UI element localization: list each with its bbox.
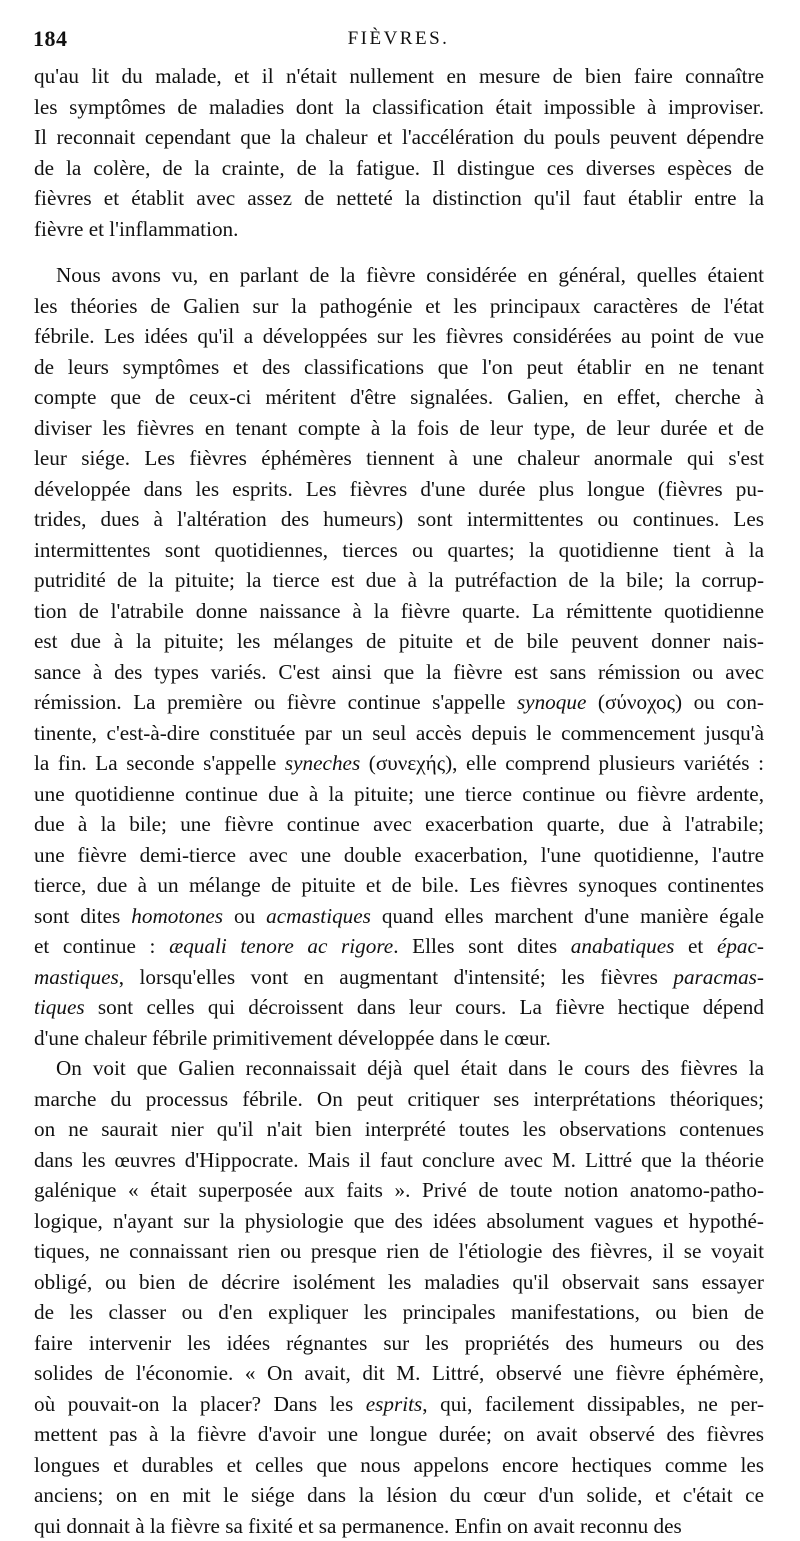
text-line: longues et durables et celles que nous appelons encore hectiques comme les xyxy=(34,1450,764,1481)
text-line: tierce, due à un mélange de pituite et de bile. Les fièvres synoques continentes xyxy=(34,870,764,901)
text-line: On voit que Galien reconnaissait déjà quel était dans le cours des fièvres la xyxy=(34,1053,764,1084)
text-line: dans les œuvres d'Hippocrate. Mais il faut conclure avec M. Littré que la théorie xyxy=(34,1145,764,1176)
text-line: Nous avons vu, en parlant de la fièvre considérée en général, quelles étaient xyxy=(34,260,764,291)
text-line: où pouvait-on la placer? Dans les esprits, qui, facilement dissipables, ne per- xyxy=(34,1389,764,1420)
text-line: due à la bile; une fièvre continue avec exacerbation quarte, due à l'atrabile; xyxy=(34,809,764,840)
text-line: une fièvre demi-tierce avec une double exacerbation, l'une quotidienne, l'autre xyxy=(34,840,764,871)
text-line: obligé, ou bien de décrire isolément les maladies qu'il observait sans essayer xyxy=(34,1267,764,1298)
text-line: solides de l'économie. « On avait, dit M. Littré, observé une fièvre éphémère, xyxy=(34,1358,764,1389)
text-line: est due à la pituite; les mélanges de pituite et de bile peuvent donner nais- xyxy=(34,626,764,657)
body-text xyxy=(34,61,764,1541)
text-line: mastiques, lorsqu'elles vont en augmentant d'intensité; les fièvres paracmas- xyxy=(34,962,764,993)
text-line: galénique « était superposée aux faits ». Privé de toute notion anatomo-patho- xyxy=(34,1175,764,1206)
text-line: diviser les fièvres en tenant compte à la fois de leur type, de leur durée et de xyxy=(34,413,764,444)
paragraph xyxy=(34,260,764,1053)
text-line: fièvres et établit avec assez de netteté la distinction qu'il faut établir entre la xyxy=(34,183,764,214)
text-line: qu'au lit du malade, et il n'était nullement en mesure de bien faire connaître xyxy=(34,61,764,92)
text-line: qui donnait à la fièvre sa fixité et sa permanence. Enfin on avait reconnu des xyxy=(34,1511,764,1541)
text-line: tiques, ne connaissant rien ou presque rien de l'étiologie des fièvres, il se voyait xyxy=(34,1236,764,1267)
text-line: mettent pas à la fièvre d'avoir une longue durée; on avait observé des fièvres xyxy=(34,1419,764,1450)
text-line: de les classer ou d'en expliquer les principales manifestations, ou bien de xyxy=(34,1297,764,1328)
text-line: Il reconnait cependant que la chaleur et l'accélération du pouls peuvent dépendre xyxy=(34,122,764,153)
text-line: tion de l'atrabile donne naissance à la fièvre quarte. La rémittente quotidienne xyxy=(34,596,764,627)
text-line: de la colère, de la crainte, de la fatigue. Il distingue ces diverses espèces de xyxy=(34,153,764,184)
text-line: et continue : æquali tenore ac rigore. Elles sont dites anabatiques et épac- xyxy=(34,931,764,962)
text-line: une quotidienne continue due à la pituite; une tierce continue ou fièvre ardente, xyxy=(34,779,764,810)
running-title: FIÈVRES. xyxy=(33,28,764,50)
text-line: compte que de ceux-ci méritent d'être signalées. Galien, en effet, cherche à xyxy=(34,382,764,413)
text-line: logique, n'ayant sur la physiologie que des idées absolument vagues et hypothé- xyxy=(34,1206,764,1237)
text-line: fébrile. Les idées qu'il a développées sur les fièvres considérées au point de vue xyxy=(34,321,764,352)
text-line: rémission. La première ou fièvre continue s'appelle synoque (σύνοχος) ou con- xyxy=(34,687,764,718)
text-line: intermittentes sont quotidiennes, tierces ou quartes; la quotidienne tient à la xyxy=(34,535,764,566)
text-line: trides, dues à l'altération des humeurs) sont intermittentes ou continues. Les xyxy=(34,504,764,535)
text-line: les symptômes de maladies dont la classification était impossible à improviser. xyxy=(34,92,764,123)
text-line: on ne saurait nier qu'il n'ait bien interprété toutes les observations contenues xyxy=(34,1114,764,1145)
page-header xyxy=(33,22,764,52)
text-line: tiques sont celles qui décroissent dans leur cours. La fièvre hectique dépend xyxy=(34,992,764,1023)
paragraph xyxy=(34,61,764,244)
paragraph-gap xyxy=(34,244,764,260)
text-line: de leurs symptômes et des classifications que l'on peut établir en ne tenant xyxy=(34,352,764,383)
text-line: d'une chaleur fébrile primitivement développée dans le cœur. xyxy=(34,1023,764,1054)
paragraph xyxy=(34,1053,764,1541)
text-line: tinente, c'est-à-dire constituée par un seul accès depuis le commencement jusqu'à xyxy=(34,718,764,749)
text-line: fièvre et l'inflammation. xyxy=(34,214,764,245)
text-line: anciens; on en mit le siége dans la lésion du cœur d'un solide, et c'était ce xyxy=(34,1480,764,1511)
text-line: marche du processus fébrile. On peut critiquer ses interprétations théoriques; xyxy=(34,1084,764,1115)
page-number: 184 xyxy=(33,26,68,52)
text-line: leur siége. Les fièvres éphémères tiennent à une chaleur anormale qui s'est xyxy=(34,443,764,474)
text-line: la fin. La seconde s'appelle syneches (συνεχής), elle comprend plusieurs variétés : xyxy=(34,748,764,779)
text-line: sance à des types variés. C'est ainsi que la fièvre est sans rémission ou avec xyxy=(34,657,764,688)
text-line: développée dans les esprits. Les fièvres d'une durée plus longue (fièvres pu- xyxy=(34,474,764,505)
text-line: les théories de Galien sur la pathogénie et les principaux caractères de l'état xyxy=(34,291,764,322)
text-line: putridité de la pituite; la tierce est due à la putréfaction de la bile; la corrup- xyxy=(34,565,764,596)
text-line: sont dites homotones ou acmastiques quand elles marchent d'une manière égale xyxy=(34,901,764,932)
text-line: faire intervenir les idées régnantes sur les propriétés des humeurs ou des xyxy=(34,1328,764,1359)
